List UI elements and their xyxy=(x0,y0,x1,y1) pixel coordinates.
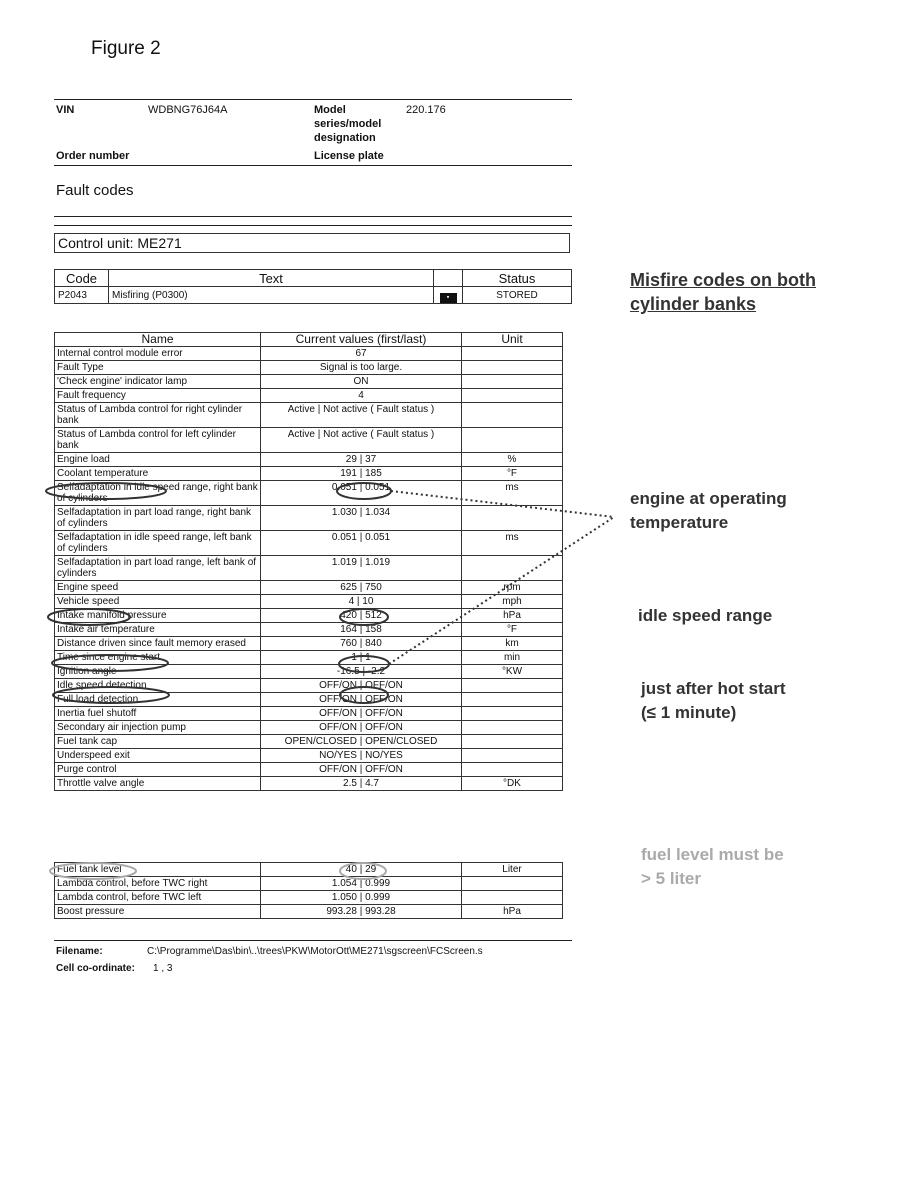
value-cell: NO/YES | NO/YES xyxy=(261,749,462,763)
unit-header: Unit xyxy=(462,333,563,347)
intake-air-temperature-ellipse xyxy=(52,655,168,671)
idle-speed-annotation: idle speed range xyxy=(638,606,773,625)
name-cell: Secondary air injection pump xyxy=(55,721,261,735)
filename-label: Filename: xyxy=(56,946,103,957)
name-cell: Internal control module error xyxy=(55,347,261,361)
unit-cell: ms xyxy=(462,481,563,506)
engine-speed-value-ellipse xyxy=(340,609,388,625)
unit-cell: °DK xyxy=(462,777,563,791)
unit-cell: min xyxy=(462,651,563,665)
model-label-3: designation xyxy=(314,132,376,144)
control-unit-box: Control unit: ME271 xyxy=(54,233,570,253)
name-cell: Inertia fuel shutoff xyxy=(55,707,261,721)
name-cell: Selfadaptation in part load range, right bank of cylinders xyxy=(55,506,261,531)
misfire-annotation-line-2: cylinder banks xyxy=(630,294,757,314)
vin-label: VIN xyxy=(56,104,75,116)
value-cell: 40 | 29 xyxy=(261,863,462,877)
value-cell: 0.051 | 0.051 xyxy=(261,531,462,556)
value-cell: 1.030 | 1.034 xyxy=(261,506,462,531)
fault-codes-title: Fault codes xyxy=(56,182,134,199)
name-cell: Full load detection xyxy=(55,693,261,707)
fuel-tank-value-ellipse xyxy=(340,863,386,879)
value-cell: 625 | 750 xyxy=(261,581,462,595)
name-cell: Idle speed detection xyxy=(55,679,261,693)
name-cell: Engine speed xyxy=(55,581,261,595)
intake-air-leader-line xyxy=(389,517,614,664)
name-cell: Intake manifold pressure xyxy=(55,609,261,623)
hot-start-annotation-line-1: just after hot start xyxy=(641,679,786,698)
name-cell: Fuel tank level xyxy=(55,863,261,877)
time-since-start-ellipse xyxy=(53,687,169,703)
value-cell: 191 | 185 xyxy=(261,467,462,481)
cell-coordinate-label: Cell co-ordinate: xyxy=(56,963,135,974)
value-cell: ON xyxy=(261,375,462,389)
name-cell: Fault Type xyxy=(55,361,261,375)
name-cell: Selfadaptation in idle speed range, right bank of cylinders xyxy=(55,481,261,506)
value-cell: 4 xyxy=(261,389,462,403)
value-cell: 164 | 158 xyxy=(261,623,462,637)
unit-cell: km xyxy=(462,637,563,651)
fuel-level-annotation-line-1: fuel level must be xyxy=(641,845,784,864)
license-plate-label: License plate xyxy=(314,150,384,162)
unit-cell: mph xyxy=(462,595,563,609)
status-header: Status xyxy=(463,270,572,287)
name-cell: Engine load xyxy=(55,453,261,467)
coolant-temperature-ellipse xyxy=(46,483,166,499)
model-label-1: Model xyxy=(314,104,346,116)
name-cell: Status of Lambda control for left cylinder bank xyxy=(55,428,261,453)
value-cell: 1.054 | 0.999 xyxy=(261,877,462,891)
name-cell: Status of Lambda control for right cylinder bank xyxy=(55,403,261,428)
name-cell: Purge control xyxy=(55,763,261,777)
coolant-value-ellipse xyxy=(337,483,391,499)
value-cell: 2.5 | 4.7 xyxy=(261,777,462,791)
unit-cell: hPa xyxy=(462,609,563,623)
fault-code: P2043 xyxy=(55,287,109,304)
value-cell: OFF/ON | OFF/ON xyxy=(261,707,462,721)
operating-temp-annotation-line-2: temperature xyxy=(630,513,729,532)
intake-air-value-ellipse xyxy=(339,656,389,672)
coolant-leader-line xyxy=(391,491,614,517)
name-cell: Lambda control, before TWC left xyxy=(55,891,261,905)
figure-title: Figure 2 xyxy=(91,38,161,59)
order-number-label: Order number xyxy=(56,150,130,162)
fuel-tank-level-ellipse xyxy=(50,863,136,879)
unit-cell: Liter xyxy=(462,863,563,877)
name-cell: Fuel tank cap xyxy=(55,735,261,749)
name-cell: Throttle valve angle xyxy=(55,777,261,791)
value-cell: 29 | 37 xyxy=(261,453,462,467)
name-cell: Ignition angle xyxy=(55,665,261,679)
value-cell: OFF/ON | OFF/ON xyxy=(261,763,462,777)
name-cell: Selfadaptation in idle speed range, left bank of cylinders xyxy=(55,531,261,556)
value-cell: 1 | 1 xyxy=(261,651,462,665)
name-cell: Coolant temperature xyxy=(55,467,261,481)
time-since-start-value-ellipse xyxy=(340,687,388,703)
hot-start-annotation-line-2: (≤ 1 minute) xyxy=(641,703,737,722)
name-cell: Time since engine start xyxy=(55,651,261,665)
value-cell: OFF/ON | OFF/ON xyxy=(261,679,462,693)
name-cell: Distance driven since fault memory erased xyxy=(55,637,261,651)
unit-cell: °F xyxy=(462,467,563,481)
fuel-level-annotation-line-2: > 5 liter xyxy=(641,869,702,888)
name-cell: Lambda control, before TWC right xyxy=(55,877,261,891)
name-cell: Fault frequency xyxy=(55,389,261,403)
value-cell: 420 | 512 xyxy=(261,609,462,623)
current-values-header: Current values (first/last) xyxy=(261,333,462,347)
vin-value: WDBNG76J64A xyxy=(148,104,228,116)
name-cell: Boost pressure xyxy=(55,905,261,919)
value-cell: 1.019 | 1.019 xyxy=(261,556,462,581)
value-cell: 67 xyxy=(261,347,462,361)
unit-cell: ms xyxy=(462,531,563,556)
fault-status: STORED xyxy=(463,287,572,304)
value-cell: 760 | 840 xyxy=(261,637,462,651)
operating-temp-annotation-line-1: engine at operating xyxy=(630,489,787,508)
value-cell: Signal is too large. xyxy=(261,361,462,375)
value-cell: Active | Not active ( Fault status ) xyxy=(261,428,462,453)
name-cell: Underspeed exit xyxy=(55,749,261,763)
value-cell: Active | Not active ( Fault status ) xyxy=(261,403,462,428)
misfire-annotation-line-1: Misfire codes on both xyxy=(630,270,817,290)
value-cell: OFF/ON | OFF/ON xyxy=(261,693,462,707)
fault-text: Misfiring (P0300) xyxy=(109,287,434,304)
value-cell: 993.28 | 993.28 xyxy=(261,905,462,919)
text-header: Text xyxy=(109,270,434,287)
unit-cell: % xyxy=(462,453,563,467)
value-cell: -16.5 | -2.2 xyxy=(261,665,462,679)
unit-cell: rpm xyxy=(462,581,563,595)
name-header: Name xyxy=(55,333,261,347)
value-cell: 4 | 10 xyxy=(261,595,462,609)
name-cell: Vehicle speed xyxy=(55,595,261,609)
name-cell: 'Check engine' indicator lamp xyxy=(55,375,261,389)
model-label-2: series/model xyxy=(314,118,382,130)
fault-marker-icon: ▪ xyxy=(440,293,457,303)
filename-value: C:\Programme\Das\bin\..\trees\PKW\MotorOtt\ME271\sgscreen\FCScreen.s xyxy=(147,946,483,957)
model-value: 220.176 xyxy=(406,104,446,116)
engine-speed-ellipse xyxy=(48,609,130,625)
name-cell: Intake air temperature xyxy=(55,623,261,637)
value-cell: OFF/ON | OFF/ON xyxy=(261,721,462,735)
cell-coordinate-value: 1 , 3 xyxy=(153,963,173,974)
code-header: Code xyxy=(55,270,109,287)
value-cell: OPEN/CLOSED | OPEN/CLOSED xyxy=(261,735,462,749)
value-cell: 1.050 | 0.999 xyxy=(261,891,462,905)
name-cell: Selfadaptation in part load range, left bank of cylinders xyxy=(55,556,261,581)
unit-cell: °F xyxy=(462,623,563,637)
unit-cell: hPa xyxy=(462,905,563,919)
unit-cell: °KW xyxy=(462,665,563,679)
value-cell: 0.051 | 0.051 xyxy=(261,481,462,506)
